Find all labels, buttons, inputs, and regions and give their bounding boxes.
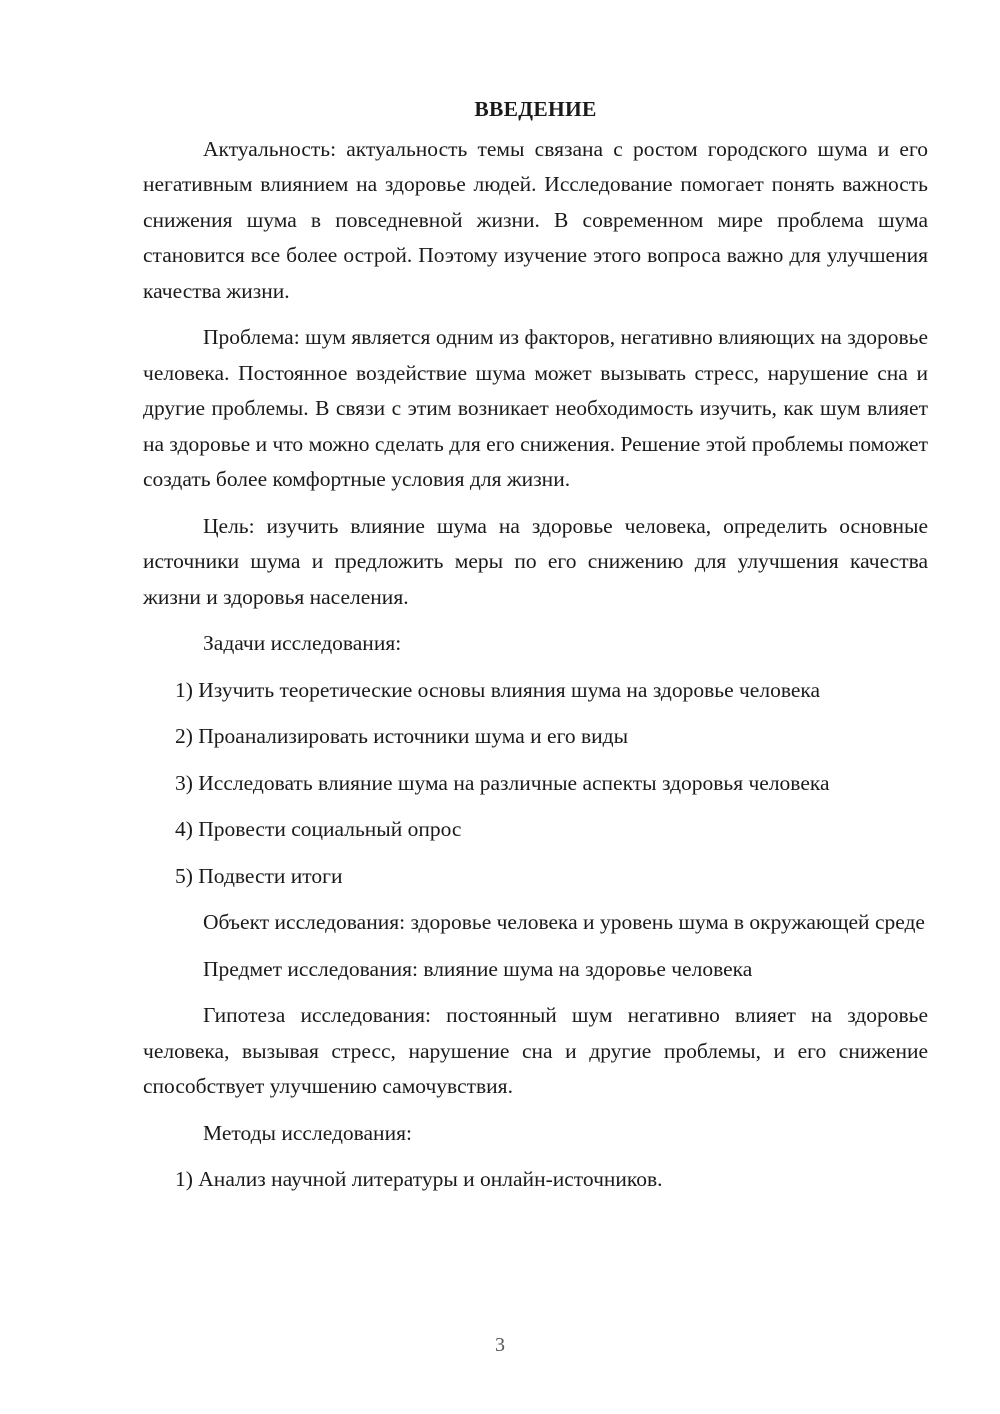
problem-paragraph: Проблема: шум является одним из факторов, негативно влияющих на здоровье человека. Постоянное воздействие шума может вызывать стресс, нарушение сна и другие проблемы. В связи с этим возникает необходимость изучить, как шум влияет на здоровье и что можно сделать для его снижения. Решение этой проблемы поможет создать более комфортные условия для жизни. — [143, 325, 928, 491]
task-item-4: 4) Провести социальный опрос — [175, 817, 462, 841]
task-item-1: 1) Изучить теоретические основы влияния шума на здоровье человека — [175, 677, 821, 702]
object-paragraph: Объект исследования: здоровье человека и уровень шума в окружающей среде — [203, 910, 925, 934]
document-page — [143, 92, 928, 1209]
task-item-3: 3) Исследовать влияние шума на различные аспекты здоровья человека — [175, 770, 830, 795]
goal-paragraph: Цель: изучить влияние шума на здоровье человека, определить основные источники шума и предложить меры по его снижению для улучшения качества жизни и здоровья населения. — [143, 513, 928, 609]
task-item-2: 2) Проанализировать источники шума и его виды — [175, 724, 629, 748]
page-number: 3 — [495, 1334, 505, 1356]
tasks-heading: Задачи исследования: — [203, 631, 402, 655]
methods-heading: Методы исследования: — [203, 1120, 412, 1145]
relevance-paragraph: Актуальность: актуальность темы связана с ростом городского шума и его негативным влиянием на здоровье людей. Исследование помогает понять важность снижения шума в повседневной жизни. В современном мире проблема шума становится все более острой. Поэтому изучение этого вопроса важно для улучшения качества жизни. — [143, 136, 928, 303]
section-title: ВВЕДЕНИЕ — [474, 97, 597, 121]
subject-paragraph: Предмет исследования: влияние шума на здоровье человека — [203, 956, 753, 981]
hypothesis-paragraph: Гипотеза исследования: постоянный шум негативно влияет на здоровье человека, вызывая стресс, нарушение сна и другие проблемы, и его снижение способствует улучшению самочувствия. — [143, 1003, 928, 1098]
method-item-1: 1) Анализ научной литературы и онлайн-источников. — [175, 1167, 663, 1191]
task-item-5: 5) Подвести итоги — [175, 863, 343, 888]
